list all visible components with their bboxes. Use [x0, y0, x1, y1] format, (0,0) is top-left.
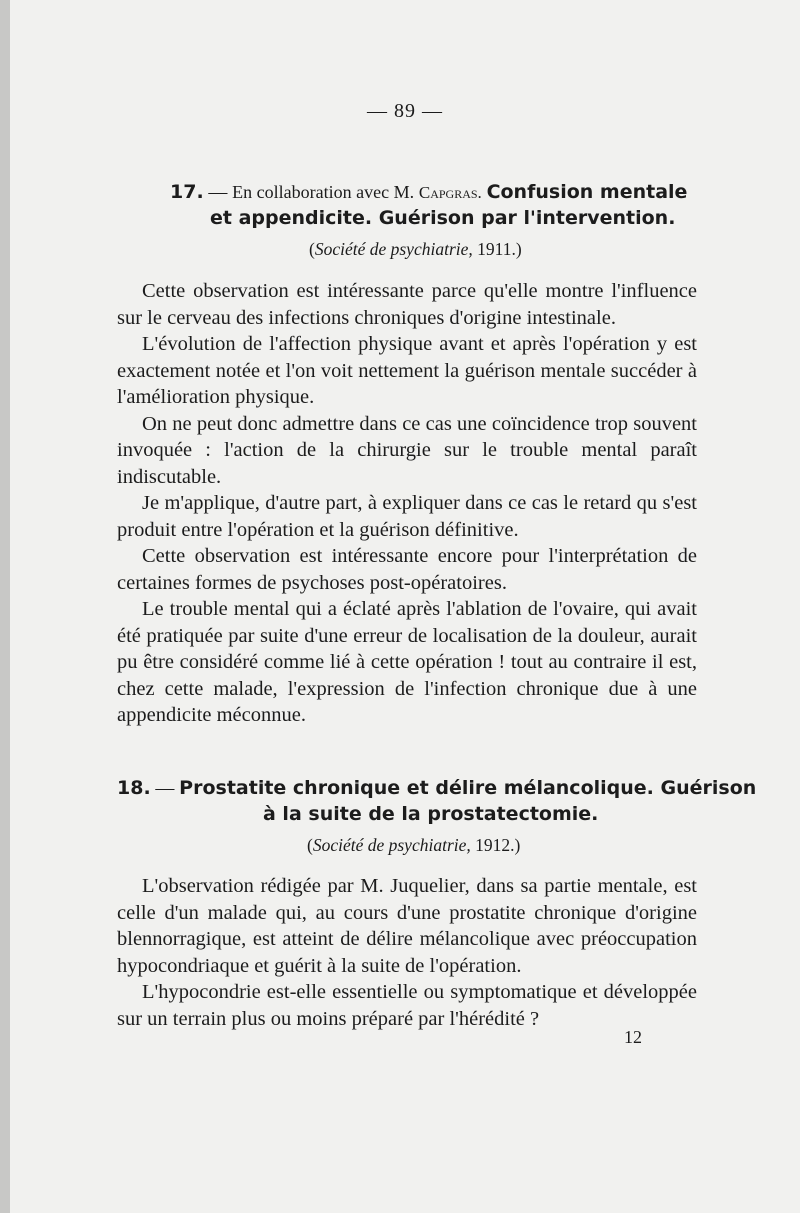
section-17-source: (Société de psychiatrie, 1911.)	[309, 239, 522, 259]
section-18-heading	[117, 776, 757, 857]
source-journal: Société de psychiatrie,	[312, 835, 471, 855]
paragraph: L'évolution de l'affection physique avant et après l'opération y est exactement notée et l'on voit nettement la guérison mentale succéder à l'amélioration physique.	[117, 333, 697, 408]
paragraph: Cette observation est intéressante parce qu'elle montre l'influence sur le cerveau des infections chroniques d'origine intestinale.	[117, 280, 697, 329]
collab-text: En collaboration avec M.	[232, 182, 415, 202]
paragraph: L'observation rédigée par M. Juquelier, dans sa partie mentale, est celle d'un malade qui, au cours d'une prostatite chronique d'origine blennorragique, est atteint de délire mélancolique avec préoccupation hypocondriaque et guérit à la suite de l'opération.	[117, 875, 697, 977]
author-name: Capgras.	[418, 183, 482, 202]
section-17-body	[117, 278, 697, 729]
section-18-number: 18.	[117, 777, 151, 799]
document-page	[10, 0, 800, 1213]
page-number: — 89 —	[367, 100, 443, 122]
paragraph: On ne peut donc admettre dans ce cas une coïncidence trop souvent invoquée : l'action de la chirurgie sur le trouble mental paraît indiscutable.	[117, 412, 697, 488]
section-17-title-2: et appendicite. Guérison par l'intervention.	[210, 207, 676, 229]
source-journal: Société de psychiatrie,	[314, 239, 473, 259]
source-year: 1912.	[475, 835, 515, 855]
section-18-body	[117, 873, 697, 1032]
section-18-source: (Société de psychiatrie, 1912.)	[307, 835, 521, 855]
dash: —	[150, 778, 180, 799]
paragraph: Cette observation est intéressante encore pour l'interprétation de certaines formes de psychoses post-opératoires.	[117, 545, 697, 594]
section-18-title-2: à la suite de la prostatectomie.	[263, 803, 599, 825]
section-17-number: 17.	[170, 181, 204, 203]
paragraph: L'hypocondrie est-elle essentielle ou symptomatique et développée sur un terrain plus ou moins préparé par l'hérédité ?	[117, 981, 697, 1030]
dash: —	[203, 182, 233, 203]
section-18-title-1: Prostatite chronique et délire mélancolique. Guérison	[179, 777, 757, 799]
paragraph: Je m'applique, d'autre part, à expliquer dans ce cas le retard qu s'est produit entre l'opération et la guérison définitive.	[117, 492, 697, 541]
section-17-heading	[117, 180, 703, 261]
section-17-title-1: Confusion mentale	[486, 181, 688, 203]
source-year: 1911.	[477, 239, 516, 259]
signature-mark: 12	[624, 1027, 642, 1047]
paragraph: Le trouble mental qui a éclaté après l'ablation de l'ovaire, qui avait été pratiquée par suite d'une erreur de localisation de la douleur, aurait pu être considéré comme lié à cette opération ! tout au contraire il est, chez cette malade, l'expression de l'infection chronique due à une appendicite méconnue.	[117, 598, 697, 726]
